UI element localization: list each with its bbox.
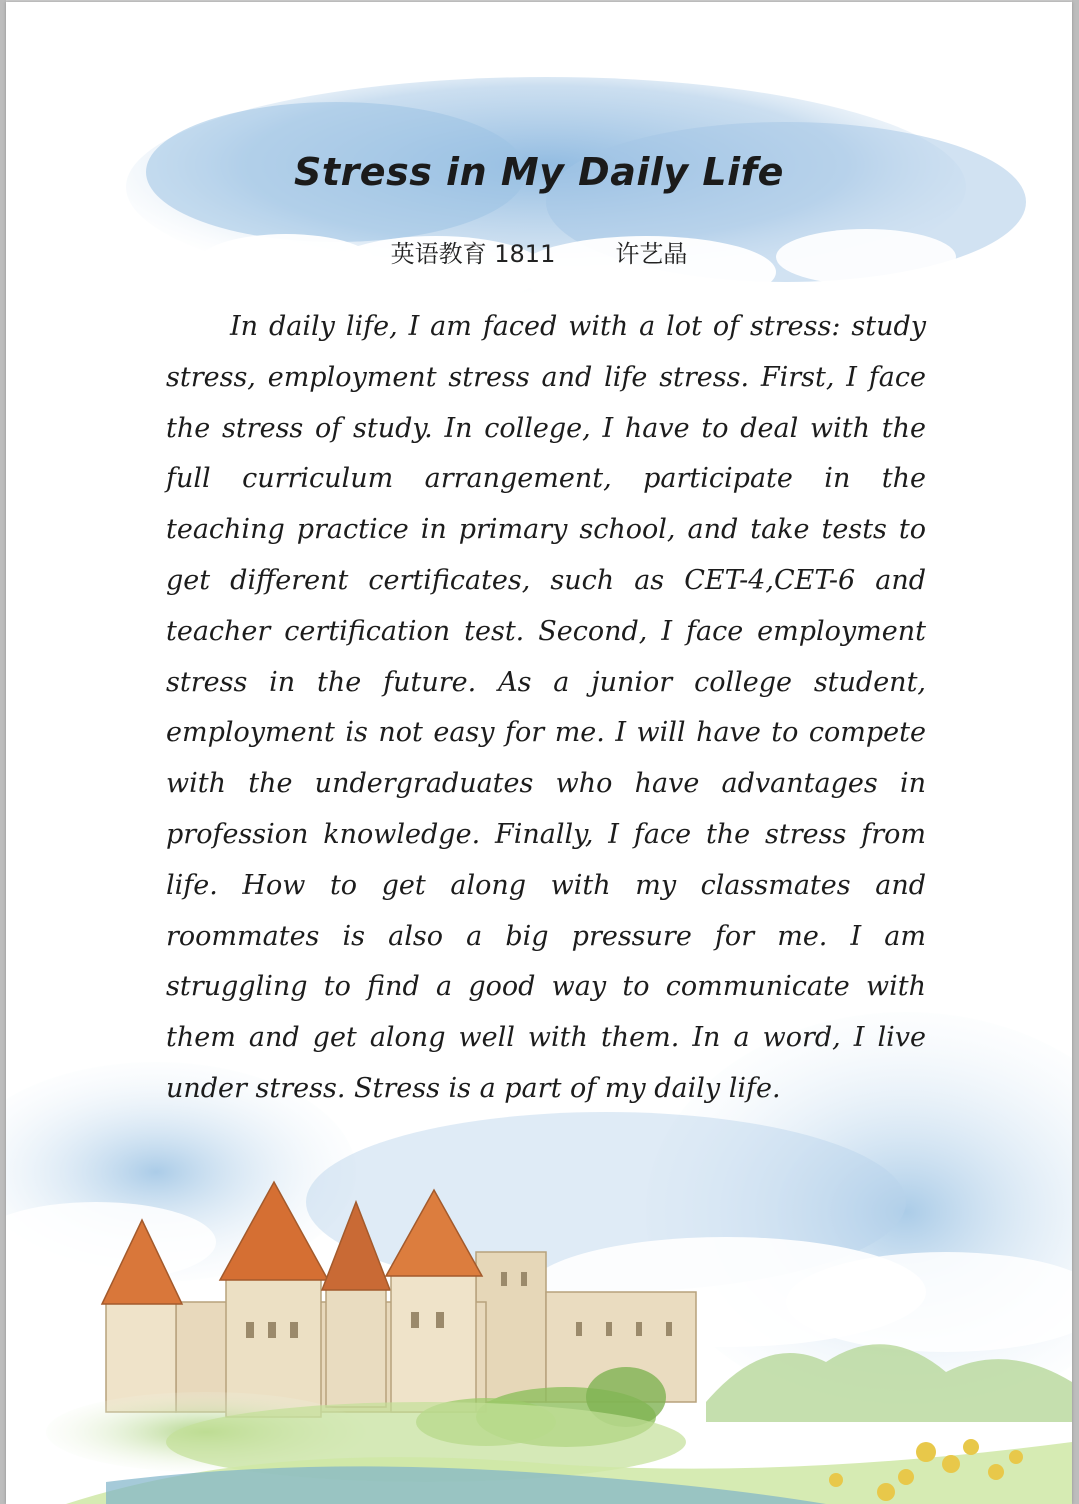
essay-paragraph: In daily life, I am faced with a lot of stress: study stress, employment stress and life stress. First, I face the stress of study. In college, I have to deal with the full curriculum arrangement, participate in the teaching practice in primary school, and take tests to get different certificates, such as CET-4,CET-6 and teacher certification test. Second, I face employment stress in the future. As a junior college student, employment is not easy for me. I will have to compete with the undergraduates who have advantages in profession knowledge. Finally, I face the stress from life. How to get along with my classmates and roommates is also a big pressure for me. I am struggling to find a good way to communicate with them and get along well with them. In a word, I live under stress. Stress is a part of my daily life. — [166, 311, 926, 1104]
essay-body — [166, 302, 926, 1115]
document-title: Stress in My Daily Life — [294, 150, 784, 194]
viewer-right-margin — [1072, 0, 1079, 1504]
author-name: 许艺晶 — [615, 240, 688, 268]
author-line — [6, 234, 1072, 269]
class-label: 英语教育 1811 — [390, 240, 556, 268]
document-page — [6, 2, 1072, 1504]
